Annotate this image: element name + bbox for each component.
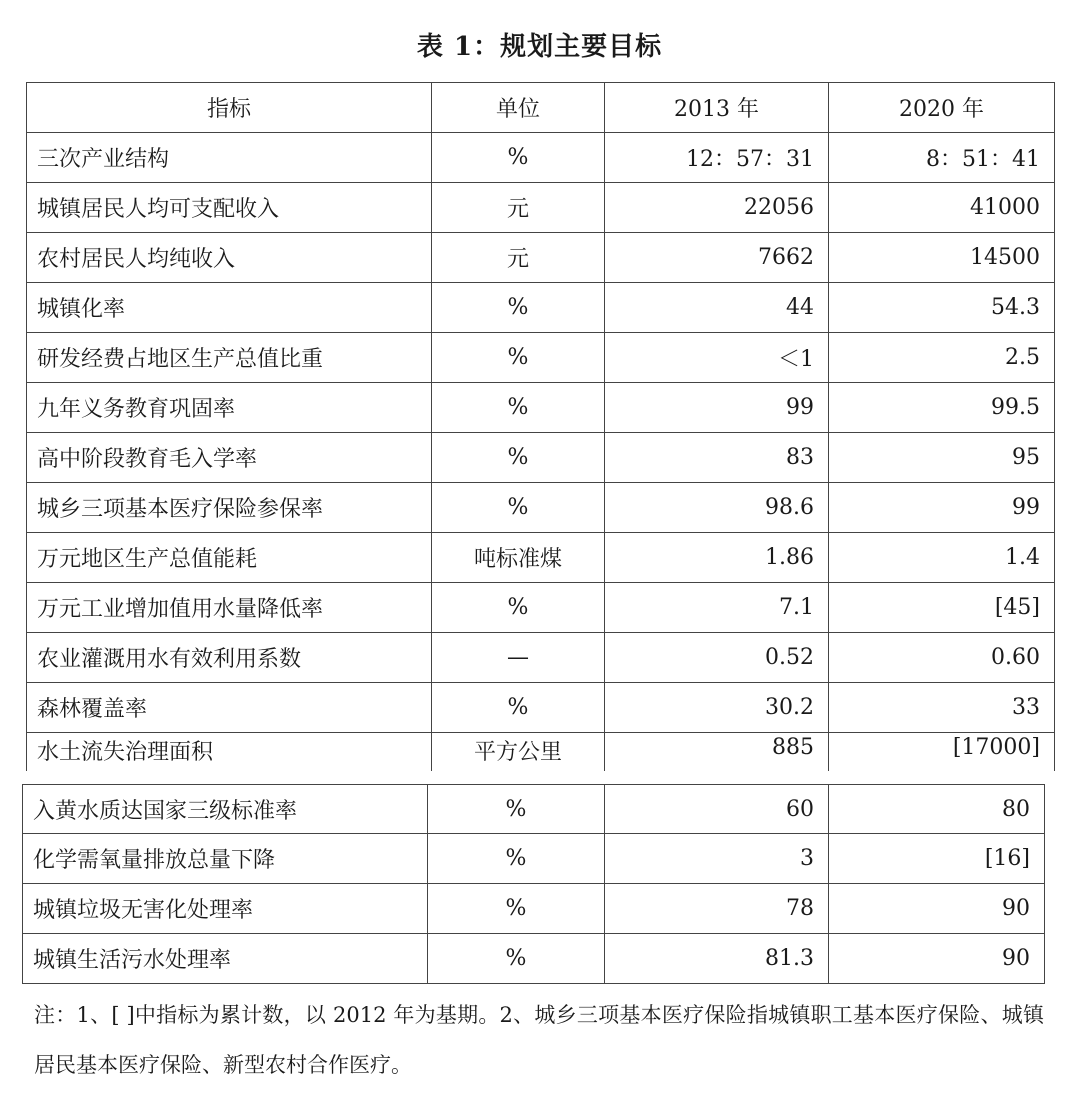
table-row bbox=[27, 133, 1055, 183]
cell-2013: 885 bbox=[605, 733, 829, 772]
cell-unit: % bbox=[432, 483, 605, 533]
cell-indicator: 入黄水质达国家三级标准率 bbox=[23, 785, 428, 834]
cell-unit: % bbox=[432, 333, 605, 383]
cell-2020: [16] bbox=[829, 834, 1045, 884]
cell-2013: 60 bbox=[605, 785, 829, 834]
cell-indicator: 城镇居民人均可支配收入 bbox=[27, 183, 432, 233]
cell-2013: 81.3 bbox=[605, 934, 829, 984]
targets-table-bottom bbox=[22, 784, 1045, 984]
cell-unit: % bbox=[432, 583, 605, 633]
cell-unit: 吨标准煤 bbox=[432, 533, 605, 583]
cell-indicator: 高中阶段教育毛入学率 bbox=[27, 433, 432, 483]
cell-unit: % bbox=[428, 785, 605, 834]
cell-indicator: 城镇垃圾无害化处理率 bbox=[23, 884, 428, 934]
table-row bbox=[27, 233, 1055, 283]
table-row bbox=[27, 533, 1055, 583]
cell-2013: 7.1 bbox=[605, 583, 829, 633]
cell-indicator: 城镇生活污水处理率 bbox=[23, 934, 428, 984]
cell-indicator: 水土流失治理面积 bbox=[27, 733, 432, 772]
cell-2013: 7662 bbox=[605, 233, 829, 283]
header-unit: 单位 bbox=[432, 83, 605, 133]
cell-2013: 12：57：31 bbox=[605, 133, 829, 183]
header-2013: 2013 年 bbox=[605, 83, 829, 133]
cell-2020: 54.3 bbox=[829, 283, 1055, 333]
targets-table-top bbox=[26, 82, 1055, 771]
cell-2020: 99.5 bbox=[829, 383, 1055, 433]
cell-indicator: 九年义务教育巩固率 bbox=[27, 383, 432, 433]
table-row bbox=[27, 183, 1055, 233]
cell-unit: — bbox=[432, 633, 605, 683]
cell-2020: 14500 bbox=[829, 233, 1055, 283]
cell-2020: 90 bbox=[829, 884, 1045, 934]
cell-2013: 0.52 bbox=[605, 633, 829, 683]
header-2020: 2020 年 bbox=[829, 83, 1055, 133]
cell-2013: 22056 bbox=[605, 183, 829, 233]
table-row bbox=[23, 884, 1045, 934]
cell-indicator: 农业灌溉用水有效利用系数 bbox=[27, 633, 432, 683]
cell-2020: 8：51：41 bbox=[829, 133, 1055, 183]
table-row bbox=[27, 333, 1055, 383]
cell-unit: % bbox=[432, 283, 605, 333]
cell-unit: % bbox=[432, 133, 605, 183]
table-row bbox=[27, 283, 1055, 333]
cell-2013: 44 bbox=[605, 283, 829, 333]
cell-2020: 33 bbox=[829, 683, 1055, 733]
cell-indicator: 农村居民人均纯收入 bbox=[27, 233, 432, 283]
cell-unit: 元 bbox=[432, 233, 605, 283]
table-title: 表 1：规划主要目标 bbox=[416, 32, 663, 62]
cell-2013: 30.2 bbox=[605, 683, 829, 733]
cell-2020: [45] bbox=[829, 583, 1055, 633]
table-row bbox=[23, 934, 1045, 984]
cell-2020: 41000 bbox=[829, 183, 1055, 233]
cell-2020: 0.60 bbox=[829, 633, 1055, 683]
cell-unit: % bbox=[428, 834, 605, 884]
targets-table-body-continued bbox=[23, 785, 1045, 984]
cell-2013: 3 bbox=[605, 834, 829, 884]
table-row bbox=[23, 785, 1045, 834]
cell-2020: 80 bbox=[829, 785, 1045, 834]
table-row bbox=[27, 383, 1055, 433]
cell-indicator: 城镇化率 bbox=[27, 283, 432, 333]
cell-unit: % bbox=[432, 433, 605, 483]
cell-2020: 2.5 bbox=[829, 333, 1055, 383]
table-row bbox=[23, 834, 1045, 884]
cell-unit: 元 bbox=[432, 183, 605, 233]
cell-unit: % bbox=[432, 383, 605, 433]
cell-indicator: 三次产业结构 bbox=[27, 133, 432, 183]
cell-2020: 90 bbox=[829, 934, 1045, 984]
cell-indicator: 化学需氧量排放总量下降 bbox=[23, 834, 428, 884]
cell-2013: 83 bbox=[605, 433, 829, 483]
cell-indicator: 万元地区生产总值能耗 bbox=[27, 533, 432, 583]
cell-2013: 78 bbox=[605, 884, 829, 934]
table-row bbox=[27, 733, 1055, 772]
cell-unit: 平方公里 bbox=[432, 733, 605, 772]
cell-2020: 99 bbox=[829, 483, 1055, 533]
cell-2013: 98.6 bbox=[605, 483, 829, 533]
cell-2020: 95 bbox=[829, 433, 1055, 483]
cell-unit: % bbox=[428, 934, 605, 984]
cell-2020: [17000] bbox=[829, 733, 1055, 772]
table-row bbox=[27, 433, 1055, 483]
cell-2020: 1.4 bbox=[829, 533, 1055, 583]
table-header-row bbox=[27, 83, 1055, 133]
cell-indicator: 研发经费占地区生产总值比重 bbox=[27, 333, 432, 383]
cell-unit: % bbox=[432, 683, 605, 733]
table-row bbox=[27, 483, 1055, 533]
cell-unit: % bbox=[428, 884, 605, 934]
cell-2013: 1.86 bbox=[605, 533, 829, 583]
cell-indicator: 森林覆盖率 bbox=[27, 683, 432, 733]
cell-2013: 99 bbox=[605, 383, 829, 433]
cell-2013: ＜1 bbox=[605, 333, 829, 383]
cell-indicator: 城乡三项基本医疗保险参保率 bbox=[27, 483, 432, 533]
cell-indicator: 万元工业增加值用水量降低率 bbox=[27, 583, 432, 633]
table-row bbox=[27, 683, 1055, 733]
table-row bbox=[27, 633, 1055, 683]
footnote: 注：1、[ ]中指标为累计数，以 2012 年为基期。2、城乡三项基本医疗保险指城镇职工基本医疗保险、城镇居民基本医疗保险、新型农村合作医疗。 bbox=[34, 1003, 1044, 1077]
targets-table-body bbox=[27, 83, 1055, 772]
table-row bbox=[27, 583, 1055, 633]
header-indicator: 指标 bbox=[27, 83, 432, 133]
